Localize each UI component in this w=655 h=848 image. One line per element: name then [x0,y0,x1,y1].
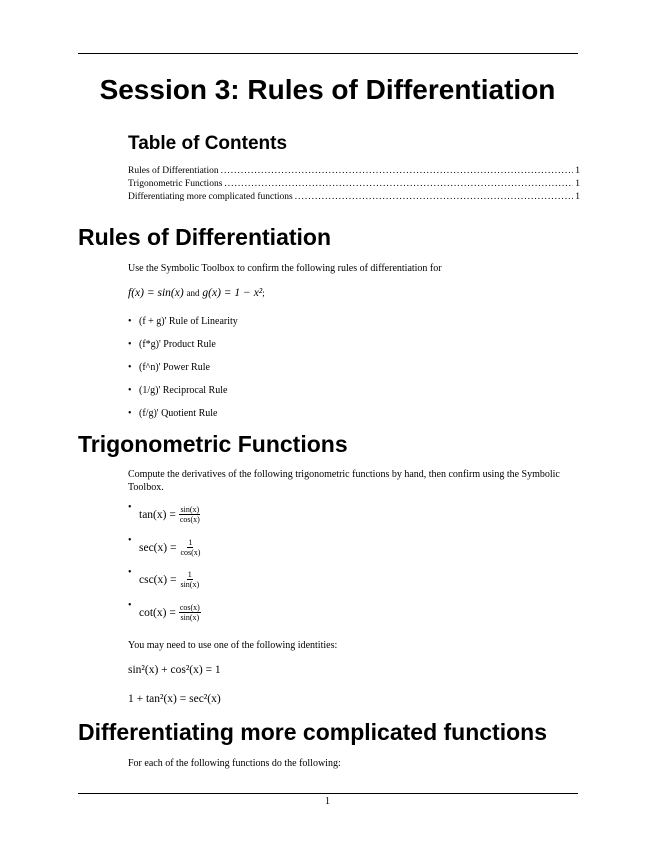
function-definitions [128,285,265,301]
toc-leader [221,165,574,178]
fraction-numerator: 1 [188,538,193,547]
fraction [179,570,200,589]
section-heading-trig: Trigonometric Functions [78,431,348,457]
fraction [179,505,201,524]
list-item [128,384,227,397]
toc-entry-label: Rules of Differentiation [128,166,219,176]
fraction-numerator: cos(x) [179,603,200,612]
bullet-icon: • [128,316,132,327]
identities-intro: You may need to use one of the following identities: [128,640,338,651]
toc-entry-page: 1 [575,166,580,176]
list-item-text: (f*g)' Product Rule [139,339,216,350]
table-of-contents [128,165,580,204]
bullet-icon: • [128,567,132,578]
section3-intro: For each of the following functions do the following: [128,758,341,769]
eq-and: and [186,288,200,298]
toc-leader [224,178,573,191]
toc-entry[interactable] [128,191,580,204]
trig-lhs: sec(x) = [139,541,177,554]
fraction-denominator: sin(x) [180,613,200,622]
bullet-icon: • [128,385,132,396]
fraction [179,538,201,557]
bottom-rule [78,793,578,794]
trig-lhs: csc(x) = [139,573,177,586]
bullet-icon: • [128,535,132,546]
toc-entry-label: Differentiating more complicated functions [128,192,293,202]
toc-entry[interactable] [128,165,580,178]
toc-entry-label: Trigonometric Functions [128,179,223,189]
page-number: 1 [325,796,330,807]
toc-entry-page: 1 [575,179,580,189]
fraction-denominator: cos(x) [180,548,201,557]
toc-heading: Table of Contents [128,133,288,154]
toc-leader [295,191,574,204]
bullet-icon: • [128,502,132,513]
identity-tan-sec: 1 + tan²(x) = sec²(x) [128,693,221,705]
trig-item-csc [128,567,200,589]
list-item-text: (1/g)' Reciprocal Rule [139,385,228,396]
fraction-numerator: sin(x) [180,505,200,514]
identity-pythagorean: sin²(x) + cos²(x) = 1 [128,664,221,676]
bullet-icon: • [128,408,132,419]
fraction [179,603,201,622]
trig-lhs: cot(x) = [139,606,176,619]
section-heading-complicated: Differentiating more complicated functions [78,719,547,745]
list-item [128,361,210,374]
fraction-denominator: cos(x) [179,515,200,524]
eq-g: g(x) = 1 − x² [202,287,263,299]
trig-item-sec [128,535,201,557]
bullet-icon: • [128,362,132,373]
section2-intro: Compute the derivatives of the following trigonometric functions by hand, then confirm using the Symbolic Toolbox. [128,469,560,493]
list-item-text: (f^n)' Power Rule [139,362,210,373]
toc-entry-page: 1 [575,192,580,202]
list-item [128,338,216,351]
fraction-numerator: 1 [187,570,192,579]
bullet-icon: • [128,600,132,611]
eq-end: ; [262,288,265,298]
trig-lhs: tan(x) = [139,508,176,521]
list-item [128,315,238,328]
toc-entry[interactable] [128,178,580,191]
section1-intro: Use the Symbolic Toolbox to confirm the following rules of differentiation for [128,263,442,274]
eq-f: f(x) = sin(x) [128,287,184,299]
list-item [128,407,217,420]
list-item-text: (f + g)' Rule of Linearity [139,316,238,327]
bullet-icon: • [128,339,132,350]
page-title: Session 3: Rules of Differentiation [99,74,556,105]
trig-item-cot [128,600,201,622]
top-rule [78,53,578,54]
fraction-denominator: sin(x) [180,580,200,589]
section-heading-rules: Rules of Differentiation [78,224,332,250]
list-item-text: (f/g)' Quotient Rule [139,408,218,419]
trig-item-tan [128,502,201,524]
